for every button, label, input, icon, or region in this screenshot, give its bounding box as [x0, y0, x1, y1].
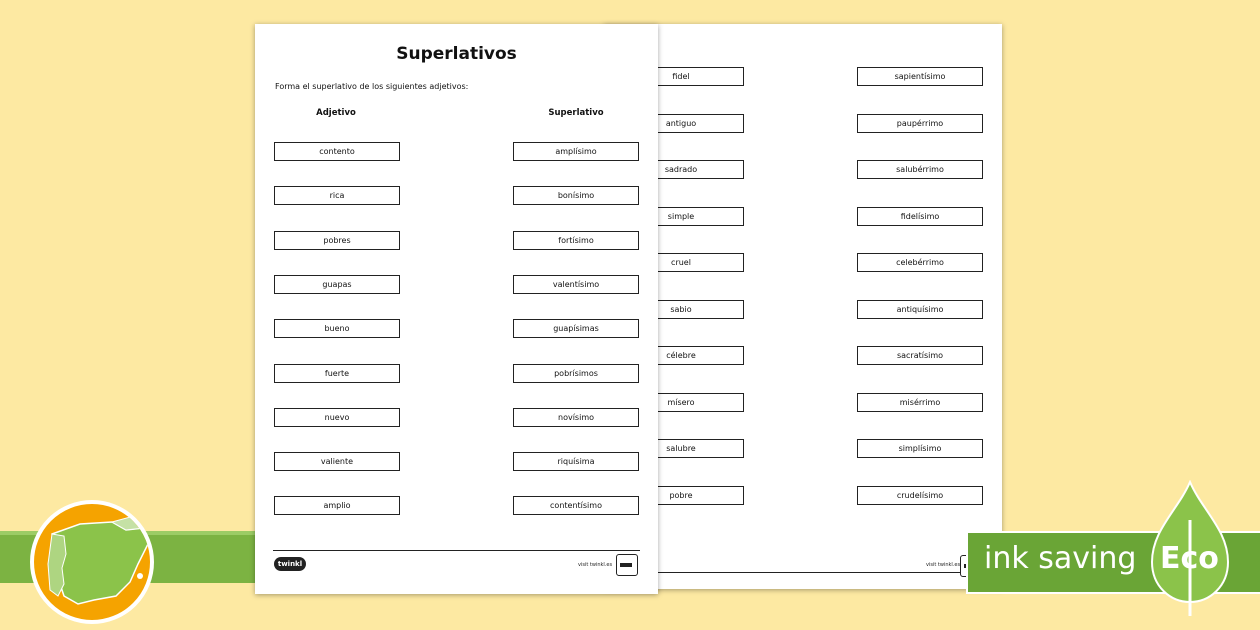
ink-saving-label: ink saving	[984, 541, 1137, 576]
superlative-box: valentísimo	[513, 275, 639, 294]
back-superlative-box: celebérrimo	[857, 253, 983, 272]
back-adjective-box: salubre	[618, 439, 744, 458]
footer-line	[622, 572, 984, 573]
back-superlative-box: sapientísimo	[857, 67, 983, 86]
adjective-box: pobres	[274, 231, 400, 250]
back-superlative-box: crudelísimo	[857, 486, 983, 505]
back-superlative-box: simplísimo	[857, 439, 983, 458]
adjective-box: valiente	[274, 452, 400, 471]
adjective-box: fuerte	[274, 364, 400, 383]
superlative-box: guapísimas	[513, 319, 639, 338]
superlative-box: bonísimo	[513, 186, 639, 205]
worksheet-page-front	[255, 24, 658, 594]
back-superlative-box: fidelísimo	[857, 207, 983, 226]
back-superlative-box: misérrimo	[857, 393, 983, 412]
column-header-superlativo: Superlativo	[548, 108, 604, 118]
superlative-box: novísimo	[513, 408, 639, 427]
back-adjective-box: sadrado	[618, 160, 744, 179]
adjective-box: amplio	[274, 496, 400, 515]
back-superlative-box: paupérrimo	[857, 114, 983, 133]
adjective-box: bueno	[274, 319, 400, 338]
adjective-box: nuevo	[274, 408, 400, 427]
footer-line	[273, 550, 640, 551]
adjective-box: contento	[274, 142, 400, 161]
back-superlative-box: antiquísimo	[857, 300, 983, 319]
back-adjective-box: pobre	[618, 486, 744, 505]
superlative-box: contentísimo	[513, 496, 639, 515]
superlative-box: pobrísimos	[513, 364, 639, 383]
back-adjective-box: cruel	[618, 253, 744, 272]
superlative-box: fortísimo	[513, 231, 639, 250]
superlative-box: riquísima	[513, 452, 639, 471]
eco-label: Eco	[1160, 541, 1219, 576]
twinkl-logo: twinkl	[274, 557, 306, 571]
back-superlative-box: sacratísimo	[857, 346, 983, 365]
stamp-icon	[616, 554, 638, 576]
adjective-box: rica	[274, 186, 400, 205]
back-adjective-box: fidel	[618, 67, 744, 86]
instruction-text: Forma el superlativo de los siguientes adjetivos:	[275, 82, 469, 91]
site-url: visit twinkl.es	[578, 562, 613, 568]
back-adjective-box: antiguo	[618, 114, 744, 133]
back-superlative-box: salubérrimo	[857, 160, 983, 179]
site-url: visit twinkl.es	[926, 562, 961, 568]
back-adjective-box: sabio	[618, 300, 744, 319]
superlative-box: amplísimo	[513, 142, 639, 161]
column-header-adjetivo: Adjetivo	[316, 108, 356, 118]
page-title: Superlativos	[396, 44, 517, 64]
spain-map-icon	[34, 504, 150, 620]
back-adjective-box: mísero	[618, 393, 744, 412]
worksheet-page-back	[604, 24, 1002, 589]
spain-map-badge	[30, 500, 154, 624]
back-adjective-box: simple	[618, 207, 744, 226]
adjective-box: guapas	[274, 275, 400, 294]
back-adjective-box: célebre	[618, 346, 744, 365]
